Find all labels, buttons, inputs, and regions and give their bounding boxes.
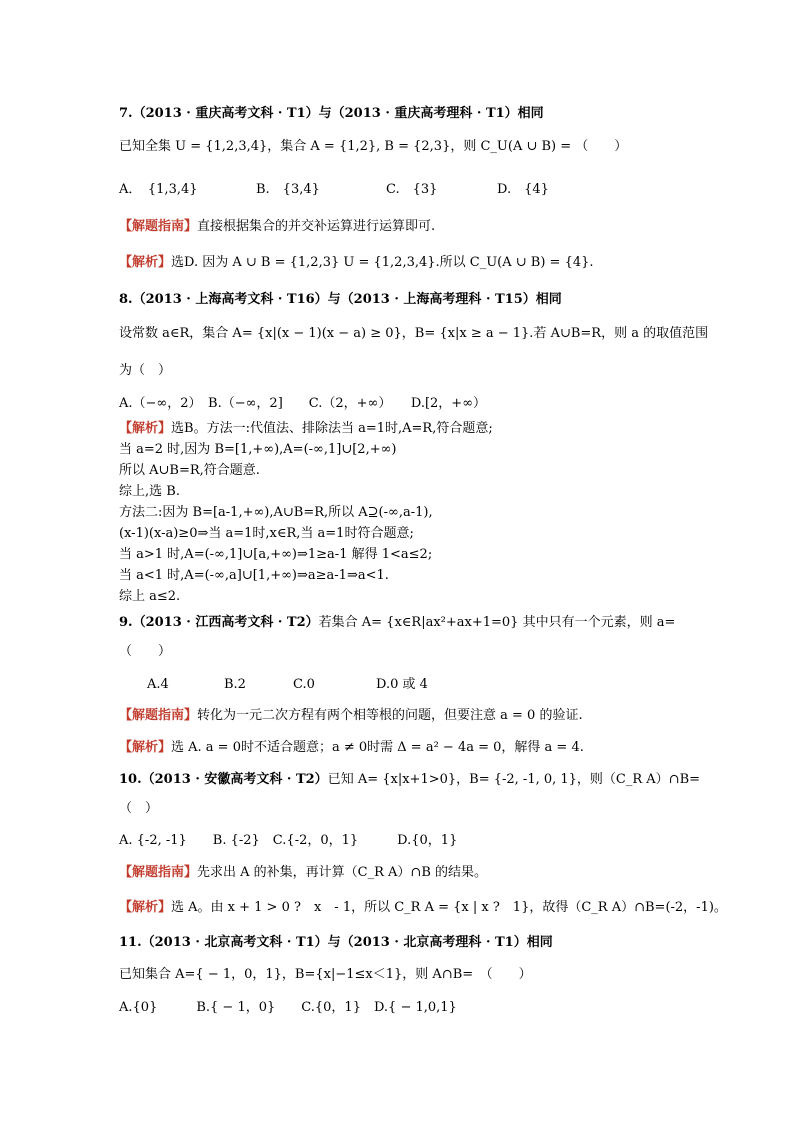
q7-title: 7.（2013 · 重庆高考文科 · T1）与（2013 · 重庆高考理科 · T1）相同 [119,106,544,121]
solution-label: 【解析】 [119,740,172,755]
solution-text: 选D. 因为 A ∪ B = {1,2,3} U = {1,2,3,4}.所以 C_U(A ∪ B) = {4}. [171,255,594,270]
q9-solution [119,740,584,756]
solution-text: 选 A. a = 0时不适合题意；a ≠ 0时需 Δ = a² − 4a = 0，解得 a = 4. [171,740,584,755]
q11-options: A.{0} B.{ − 1，0} C.{0，1} D.{ − 1,0,1} [119,1000,457,1015]
q8-stem-line2: 为（ ） [119,363,172,378]
q11-title: 11.（2013 · 北京高考文科 · T1）与（2013 · 北京高考理科 · T1）相同 [119,935,553,950]
q9-title-source: 9.（2013 · 江西高考文科 · T2） [119,615,319,630]
q8-solution-line3: 所以 A∪B=R,符合题意. [119,463,260,478]
q9-option-c: C.0 [293,677,315,692]
q8-solution-line8: 当 a<1 时,A=(-∞,a]∪[1,+∞)⇒a≥a-1⇒a<1. [119,568,389,583]
guide-text: 转化为一元二次方程有两个相等根的问题，但要注意 a = 0 的验证. [197,708,583,723]
q7-option-c: C. {3} [386,182,438,197]
q9-guide [119,708,583,724]
q7-option-b: B. {3,4} [256,182,320,197]
solution-text: 选 A。由 x + 1 > 0 ? x - 1，所以 C_R A = {x | x ? 1}，故得（C_R A）∩B=(-2，-1)。 [171,900,727,915]
solution-label: 【解析】 [119,421,172,436]
q10-solution [119,900,727,916]
solution-text: 选B。方法一:代值法、排除法当 a=1时,A=R,符合题意; [171,421,493,436]
q8-solution-line1 [119,421,493,437]
q7-guide [119,219,435,235]
guide-label: 【解题指南】 [119,219,198,234]
guide-text: 先求出 A 的补集，再计算（C_R A）∩B 的结果。 [197,865,488,880]
solution-label: 【解析】 [119,900,172,915]
q8-solution-line7: 当 a>1 时,A=(-∞,1]∪[a,+∞)⇒1≥a-1 解得 1<a≤2; [119,547,433,562]
q9-option-a: A.4 [147,677,169,692]
q9-title [119,615,675,631]
q7-solution [119,255,594,271]
q10-guide [119,865,487,881]
q8-solution-line2: 当 a=2 时,因为 B=[1,+∞),A=(-∞,1]∪[2,+∞) [119,442,397,457]
q10-paren: （ ） [119,801,159,816]
q9-paren: （ ） [119,644,172,659]
q8-options: A.（−∞，2） B.（−∞，2] C.（2，+∞） D.[2，+∞） [119,396,487,411]
q7-option-d: D. {4} [497,182,549,197]
q11-stem: 已知集合 A={ − 1，0，1}，B={x|−1≤x＜1}，则 A∩B= （ ） [119,967,532,982]
solution-label: 【解析】 [119,255,172,270]
q8-stem-line1: 设常数 a∈R，集合 A= {x|(x − 1)(x − a) ≥ 0}，B= {x|x ≥ a − 1}.若 A∪B=R，则 a 的取值范围 [119,326,709,341]
q9-title-text: 若集合 A= {x∈R|ax²+ax+1=0} 其中只有一个元素，则 a= [318,615,676,630]
guide-label: 【解题指南】 [119,708,198,723]
q10-options: A. {-2, -1} B. {-2} C.{-2，0，1} D.{0，1} [119,833,458,848]
q8-solution-line9: 综上 a≤2. [119,589,181,604]
q7-stem: 已知全集 U = {1,2,3,4}，集合 A = {1,2}, B = {2,3}，则 C_U(A ∪ B) = （ ） [119,139,628,154]
q10-title [119,772,700,788]
q9-option-d: D.0 或 4 [376,677,428,692]
q10-title-text: 已知 A= {x|x+1>0}，B= {-2, -1, 0, 1}，则（C_R A）∩B= [327,772,701,787]
q9-option-b: B.2 [224,677,246,692]
guide-text: 直接根据集合的并交补运算进行运算即可. [197,219,436,234]
q10-title-source: 10.（2013 · 安徽高考文科 · T2） [119,772,328,787]
q7-option-a: A． {1,3,4} [119,182,198,197]
q8-solution-line6: (x-1)(x-a)≥0⇒当 a=1时,x∈R,当 a=1时符合题意; [119,526,414,541]
q8-title: 8.（2013 · 上海高考文科 · T16）与（2013 · 上海高考理科 · T15）相同 [119,292,562,307]
q8-solution-line5: 方法二:因为 B=[a-1,+∞),A∪B=R,所以 A⊇(-∞,a-1), [119,505,433,520]
q8-solution-line4: 综上,选 B. [119,484,180,499]
guide-label: 【解题指南】 [119,865,198,880]
